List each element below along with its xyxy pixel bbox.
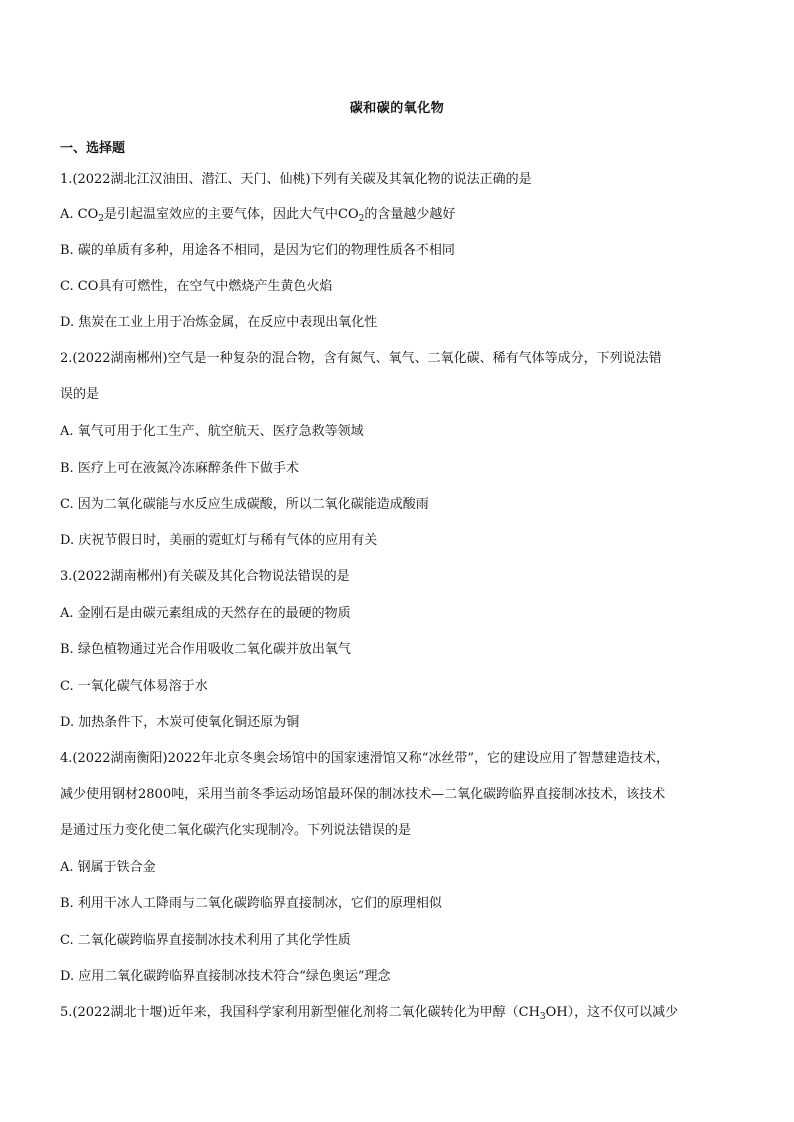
question-3-stem: 3.(2022湖南郴州)有关碳及其化合物说法错误的是 bbox=[60, 569, 350, 584]
question-2-option-c: C. 因为二氧化碳能与水反应生成碳酸，所以二氧化碳能造成酸雨 bbox=[60, 497, 429, 512]
option-a-text: 是引起温室效应的主要气体，因此大气中CO bbox=[104, 207, 359, 222]
question-1-option-c: C. CO具有可燃性，在空气中燃烧产生黄色火焰 bbox=[60, 279, 333, 294]
question-1-option-d: D. 焦炭在工业上用于冶炼金属，在反应中表现出氧化性 bbox=[60, 315, 378, 330]
question-2-option-b: B. 医疗上可在液氮冷冻麻醉条件下做手术 bbox=[60, 461, 299, 476]
question-3-option-a: A. 金刚石是由碳元素组成的天然存在的最硬的物质 bbox=[60, 606, 351, 621]
page-title: 碳和碳的氧化物 bbox=[349, 101, 445, 116]
option-a-text: A. CO bbox=[60, 207, 99, 222]
question-5-stem bbox=[60, 1004, 740, 1022]
question-4-option-d: D. 应用二氧化碳跨临界直接制冰技术符合“绿色奥运”理念 bbox=[60, 969, 391, 984]
question-2-stem-cont: 误的是 bbox=[60, 387, 100, 402]
subscript: 3 bbox=[539, 1012, 546, 1022]
question-1-stem: 1.(2022湖北江汉油田、潜江、天门、仙桃)下列有关碳及其氧化物的说法正确的是 bbox=[60, 172, 532, 187]
question-4-stem-cont: 减少使用钢材2800吨，采用当前冬季运动场馆最环保的制冰技术—二氧化碳跨临界直接制冰技术，该技术 bbox=[60, 787, 666, 802]
subscript: 2 bbox=[358, 214, 365, 224]
question-3-option-b: B. 绿色植物通过光合作用吸收二氧化碳并放出氧气 bbox=[60, 642, 351, 657]
question-3-option-c: C. 一氧化碳气体易溶于水 bbox=[60, 679, 208, 694]
subscript: 2 bbox=[98, 214, 104, 224]
question-4-option-b: B. 利用干冰人工降雨与二氧化碳跨临界直接制冰，它们的原理相似 bbox=[60, 896, 442, 911]
question-2-stem: 2.(2022湖南郴州)空气是一种复杂的混合物，含有氮气、氧气、二氧化碳、稀有气体等成分，下列说法错 bbox=[60, 351, 662, 366]
question-5-text: OH），这不仅可以减少 bbox=[545, 1005, 679, 1020]
question-1-option-a bbox=[60, 206, 740, 224]
question-3-option-d: D. 加热条件下，木炭可使氧化铜还原为铜 bbox=[60, 715, 300, 730]
question-1-option-b: B. 碳的单质有多种，用途各不相同，是因为它们的物理性质各不相同 bbox=[60, 243, 455, 258]
question-2-option-d: D. 庆祝节假日时，美丽的霓虹灯与稀有气体的应用有关 bbox=[60, 533, 378, 548]
question-4-stem-cont: 是通过压力变化使二氧化碳汽化实现制冷。下列说法错误的是 bbox=[60, 823, 412, 838]
question-4-option-a: A. 钢属于铁合金 bbox=[60, 860, 156, 875]
question-4-stem: 4.(2022湖南衡阳)2022年北京冬奥会场馆中的国家速滑馆又称“冰丝带”，它的建设应用了智慧建造技术， bbox=[60, 751, 670, 766]
question-2-option-a: A. 氧气可用于化工生产、航空航天、医疗急救等领域 bbox=[60, 424, 364, 439]
question-5-text: 5.(2022湖北十堰)近年来，我国科学家利用新型催化剂将二氧化碳转化为甲醇（CH bbox=[60, 1005, 540, 1020]
option-a-text: 的含量越少越好 bbox=[364, 207, 456, 222]
section-heading: 一、选择题 bbox=[60, 141, 126, 156]
question-4-option-c: C. 二氧化碳跨临界直接制冰技术利用了其化学性质 bbox=[60, 933, 351, 948]
